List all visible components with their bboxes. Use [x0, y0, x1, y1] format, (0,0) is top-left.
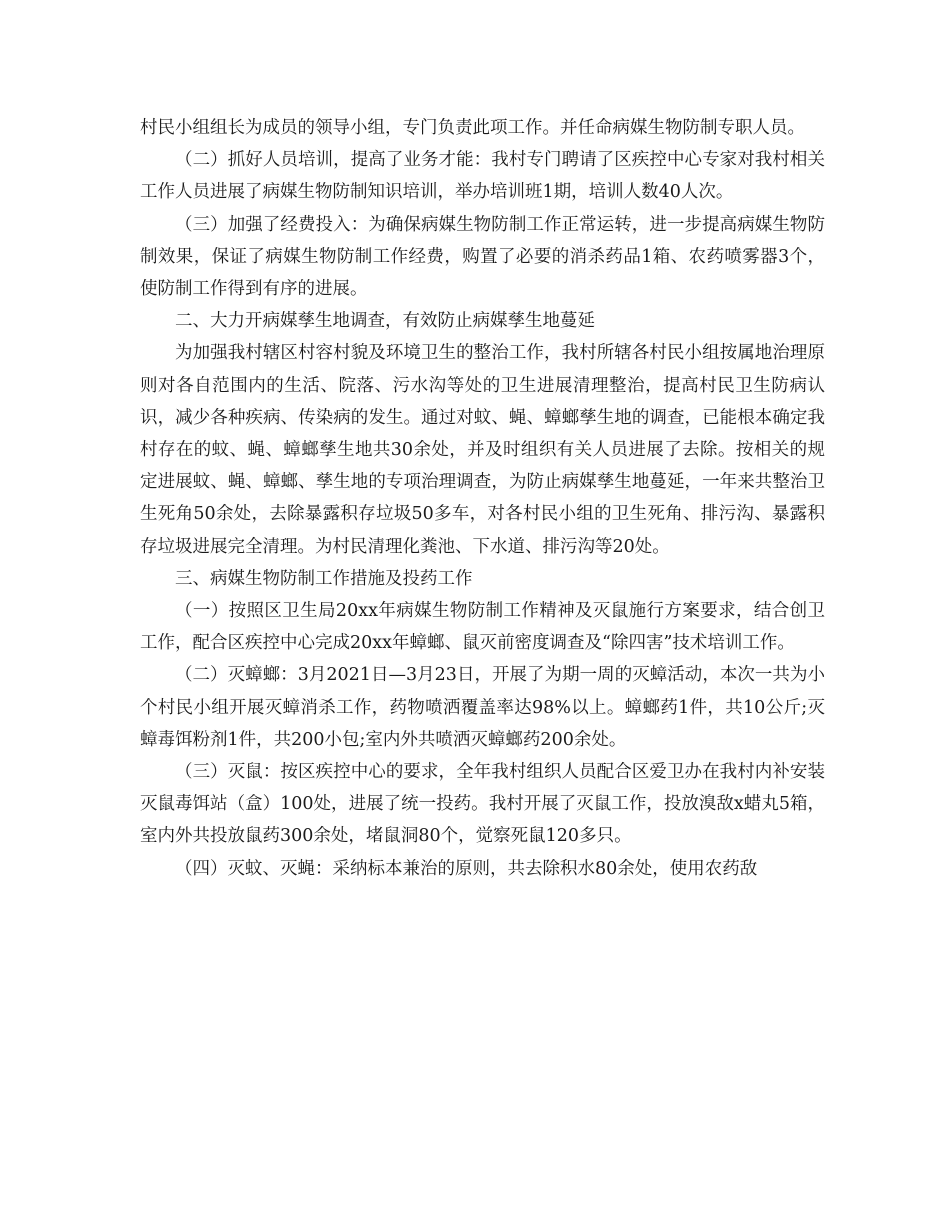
paragraph-measures-one: （一）按照区卫生局20xx年病媒生物防制工作精神及灭鼠施行方案要求，结合创卫工作，配合区疾控中心完成20xx年蟑螂、鼠灭前密度调查及“除四害”技术培训工作。: [140, 601, 825, 654]
paragraph-continuation: 村民小组组长为成员的领导小组，专门负责此项工作。并任命病媒生物防制专职人员。: [140, 118, 805, 138]
paragraph-training: （二）抓好人员培训，提高了业务才能：我村专门聘请了区疾控中心专家对我村相关工作人员进展了病媒生物防制知识培训，举办培训班1期，培训人数40人次。: [140, 150, 825, 203]
paragraph-rodent-control: （三）灭鼠：按区疾控中心的要求，全年我村组织人员配合区爱卫办在我村内补安装灭鼠毒饵站（盒）100处，进展了统一投药。我村开展了灭鼠工作，投放溴敌x蜡丸5箱，室内外共投放鼠药300余处，堵鼠洞80个，觉察死鼠120多只。: [140, 762, 825, 847]
paragraph-funding: （三）加强了经费投入：为确保病媒生物防制工作正常运转，进一步提高病媒生物防制效果，保证了病媒生物防制工作经费，购置了必要的消杀药品1箱、农药喷雾器3个，使防制工作得到有序的进展。: [140, 214, 825, 300]
paragraph-mosquito-fly-control: （四）灭蚊、灭蝇：采纳标本兼治的原则，共去除积水80余处，使用农药敌: [175, 858, 758, 879]
paragraph-breeding-survey: 为加强我村辖区村容村貌及环境卫生的整治工作，我村所辖各村民小组按属地治理原则对各自范围内的生活、院落、污水沟等处的卫生进展清理整治，提高村民卫生防病认识，减少各种疾病、传染病的发生。通过对蚊、蝇、蟑螂孳生地的调查，已能根本确定我村存在的蚊、蝇、蟑螂孳生地共30余处，并及时组织有关人员进展了去除。按相关的规定进展蚊、蝇、蟑螂、孳生地的专项治理调查，为防止病媒孳生地蔓延，一年来共整治卫生死角50余处，去除暴露积存垃圾50多车，对各村民小组的卫生死角、排污沟、暴露积存垃圾进展完全清理。为村民清理化粪池、下水道、排污沟等20处。: [140, 343, 825, 557]
paragraph-cockroach-control: （二）灭蟑螂：3月2021日—3月23日，开展了为期一周的灭蟑活动，本次一共为小个村民小组开展灭蟑消杀工作，药物喷洒覆盖率达98%以上。蟑螂药1件，共10公斤;灭蟑毒饵粉剂1件，共200小包;室内外共喷洒灭蟑螂药200余处。: [140, 665, 825, 750]
section-heading-measures: 三、病媒生物防制工作措施及投药工作: [175, 568, 473, 589]
document-body: [140, 112, 825, 885]
section-heading-breeding-sites: 二、大力开病媒孳生地调查，有效防止病媒孳生地蔓延: [175, 311, 595, 332]
